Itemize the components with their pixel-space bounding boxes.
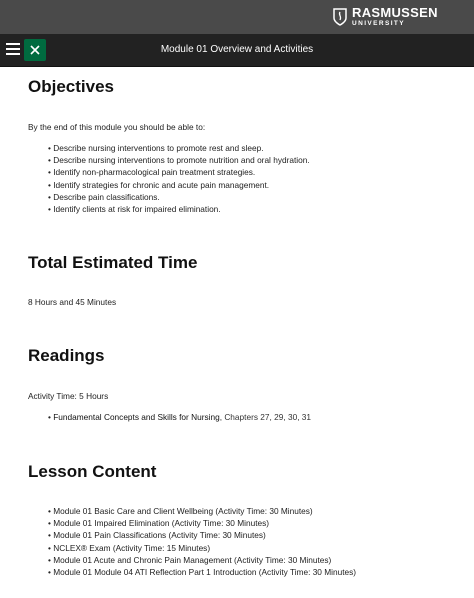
- objective-item: • Describe pain classifications.: [48, 191, 310, 203]
- lesson-item[interactable]: • Module 01 Pain Classifications (Activity Time: 30 Minutes): [48, 529, 356, 541]
- brand-header: [0, 0, 474, 34]
- objectives-intro: By the end of this module you should be able to:: [28, 122, 206, 132]
- objective-item: • Describe nursing interventions to promote nutrition and oral hydration.: [48, 154, 310, 166]
- total-time-value: 8 Hours and 45 Minutes: [28, 297, 117, 307]
- lesson-item[interactable]: • Module 01 Basic Care and Client Wellbeing (Activity Time: 30 Minutes): [48, 505, 356, 517]
- book-title-link[interactable]: Fundamental Concepts and Skills for Nursing: [53, 412, 220, 422]
- objective-item: • Identify strategies for chronic and acute pain management.: [48, 179, 310, 191]
- lesson-content-heading: Lesson Content: [28, 462, 157, 481]
- readings-list: [48, 411, 311, 423]
- lesson-item[interactable]: • Module 01 Module 04 ATI Reflection Part 1 Introduction (Activity Time: 30 Minutes): [48, 566, 356, 578]
- lesson-list: [48, 505, 356, 578]
- lesson-item[interactable]: • Module 01 Impaired Elimination (Activity Time: 30 Minutes): [48, 517, 356, 529]
- shield-logo-icon: [333, 8, 347, 26]
- page-title: Module 01 Overview and Activities: [160, 44, 314, 55]
- objectives-heading: Objectives: [28, 77, 114, 96]
- readings-activity-time: Activity Time: 5 Hours: [28, 391, 109, 401]
- objective-item: • Identify non-pharmacological pain treatment strategies.: [48, 166, 310, 178]
- readings-heading: Readings: [28, 346, 105, 365]
- objective-item: • Describe nursing interventions to promote rest and sleep.: [48, 142, 310, 154]
- lesson-item[interactable]: • Module 01 Acute and Chronic Pain Management (Activity Time: 30 Minutes): [48, 554, 356, 566]
- objective-item: • Identify clients at risk for impaired elimination.: [48, 203, 310, 215]
- university-logo[interactable]: [333, 6, 438, 28]
- brand-name: RASMUSSEN: [352, 5, 438, 21]
- brand-sub: UNIVERSITY: [352, 20, 406, 28]
- lesson-item[interactable]: • NCLEX® Exam (Activity Time: 15 Minutes): [48, 542, 356, 554]
- time-heading: Total Estimated Time: [28, 253, 198, 272]
- book-chapters: , Chapters 27, 29, 30, 31: [219, 412, 312, 422]
- module-nav-bar: [0, 34, 474, 67]
- reading-item: [48, 411, 311, 423]
- objectives-list: [48, 142, 310, 215]
